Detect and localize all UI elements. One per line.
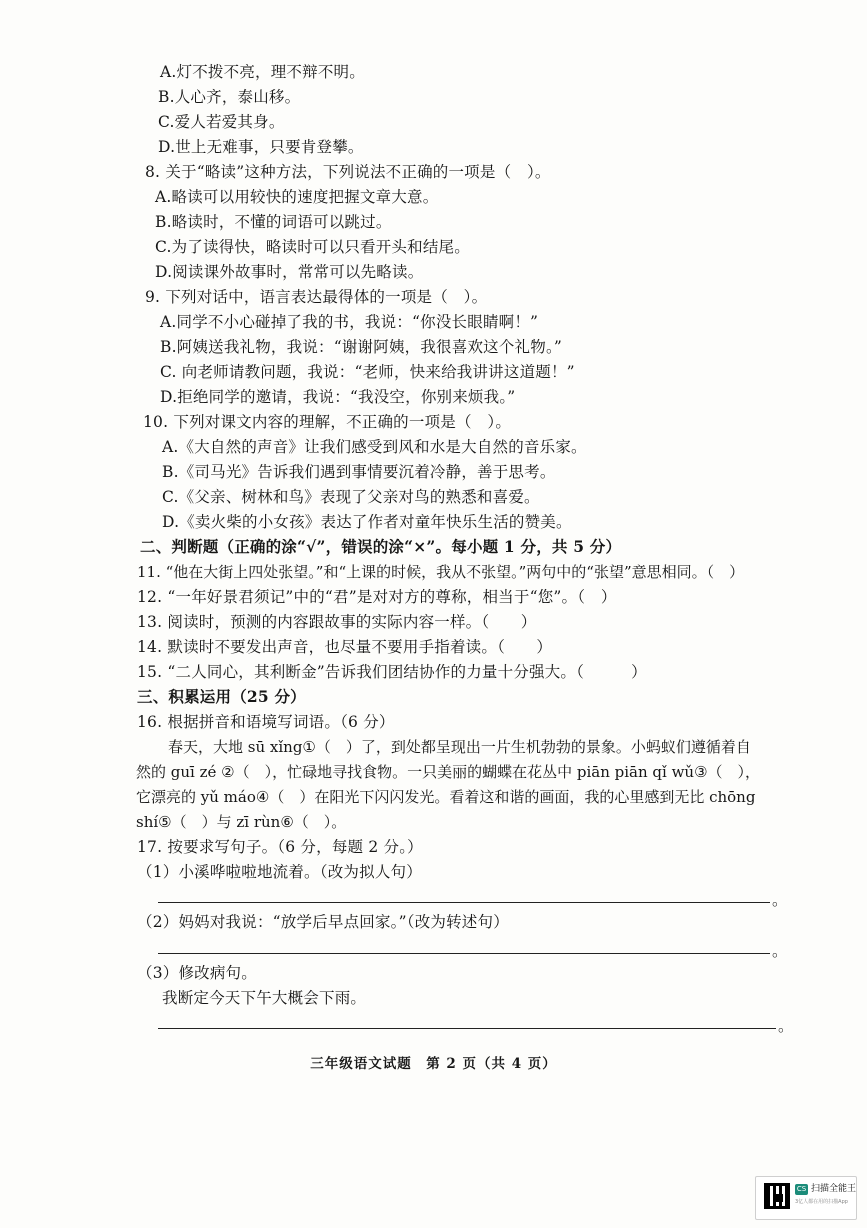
- q9-stem: 9. 下列对话中，语言表达最得体的一项是（ ）。: [145, 288, 488, 306]
- q8-option-a: A.略读可以用较快的速度把握文章大意。: [155, 188, 439, 206]
- q17-answer-period-2: 。: [772, 942, 788, 960]
- q7-option-a: A.灯不拨不亮，理不辩不明。: [160, 63, 365, 81]
- scanner-watermark: [755, 1176, 857, 1220]
- q16-passage-line-1: 春天，大地 sū xǐng①（ ）了，到处都呈现出一片生机勃勃的景象。小蚂蚁们遵循着自: [168, 738, 751, 756]
- q16-passage-line-2: 然的 guī zé ②（ ），忙碌地寻找食物。一只美丽的蝴蝶在花丛中 piān piān qǐ wǔ③（ ），: [136, 763, 761, 781]
- q9-option-b: B.阿姨送我礼物，我说：“谢谢阿姨，我很喜欢这个礼物。”: [160, 338, 563, 356]
- q17-answer-period-3: 。: [778, 1017, 794, 1035]
- q17-answer-line-2[interactable]: [158, 953, 770, 954]
- q11: 11. “他在大街上四处张望。”和“上课的时候，我从不张望。”两句中的“张望”意思相同。（ ）: [137, 563, 745, 581]
- q13: 13. 阅读时，预测的内容跟故事的实际内容一样。（ ）: [137, 613, 537, 631]
- q10-option-c: C.《父亲、树林和鸟》表现了父亲对鸟的熟悉和喜爱。: [162, 488, 540, 506]
- q7-option-d: D.世上无难事，只要肯登攀。: [158, 138, 364, 156]
- q9-option-c: C. 向老师请教问题，我说：“老师，快来给我讲讲这道题！”: [160, 363, 575, 381]
- scanner-logo-icon: CS: [796, 1185, 807, 1193]
- section-3-heading: 三、积累运用（25 分）: [137, 687, 306, 706]
- q17-part-2: （2）妈妈对我说：“放学后早点回家。”（改为转述句）: [137, 913, 509, 931]
- q16-passage-line-4: shí⑤（ ）与 zī rùn⑥（ ）。: [136, 813, 347, 831]
- q10-option-a: A.《大自然的声音》让我们感受到风和水是大自然的音乐家。: [162, 438, 587, 456]
- q7-option-b: B.人心齐，泰山移。: [158, 88, 301, 106]
- q8-stem: 8. 关于“略读”这种方法，下列说法不正确的一项是（ ）。: [145, 163, 551, 181]
- q16-stem: 16. 根据拼音和语境写词语。（6 分）: [137, 713, 395, 731]
- q15: 15. “二人同心，其利断金”告诉我们团结协作的力量十分强大。（ ）: [137, 663, 647, 681]
- qr-code-icon: [764, 1183, 790, 1209]
- scanner-tagline: 3亿人都在用的扫描App: [795, 1199, 848, 1205]
- q17-part-3: （3）修改病句。: [137, 964, 257, 982]
- q8-option-c: C.为了读得快，略读时可以只看开头和结尾。: [155, 238, 470, 256]
- q10-stem: 10. 下列对课文内容的理解，不正确的一项是（ ）。: [143, 413, 512, 431]
- q17-stem: 17. 按要求写句子。（6 分，每题 2 分。）: [137, 838, 423, 856]
- q17-faulty-sentence: 我断定今天下午大概会下雨。: [162, 989, 367, 1007]
- scanner-brand-name: 扫描全能王: [811, 1184, 857, 1194]
- q12: 12. “一年好景君须记”中的“君”是对对方的尊称，相当于“您”。（ ）: [137, 588, 617, 606]
- q17-answer-line-1[interactable]: [158, 902, 770, 903]
- q9-option-a: A.同学不小心碰掉了我的书，我说：“你没长眼睛啊！”: [160, 313, 539, 331]
- q10-option-b: B.《司马光》告诉我们遇到事情要沉着冷静，善于思考。: [162, 463, 556, 481]
- q9-option-d: D.拒绝同学的邀请，我说：“我没空，你别来烦我。”: [160, 388, 516, 406]
- q14: 14. 默读时不要发出声音，也尽量不要用手指着读。（ ）: [137, 638, 553, 656]
- section-2-heading: 二、判断题（正确的涂“√”，错误的涂“×”。每小题 1 分，共 5 分）: [140, 537, 622, 556]
- q8-option-d: D.阅读课外故事时，常常可以先略读。: [155, 263, 424, 281]
- q17-answer-line-3[interactable]: [158, 1028, 776, 1029]
- q16-passage-line-3: 它漂亮的 yǔ máo④（ ）在阳光下闪闪发光。看着这和谐的画面，我的心里感到无比 chōng: [136, 788, 756, 806]
- q17-answer-period-1: 。: [772, 891, 788, 909]
- page-footer: 三年级语文试题 第 2 页（共 4 页）: [310, 1056, 557, 1072]
- q7-option-c: C.爱人若爱其身。: [158, 113, 285, 131]
- q17-part-1: （1）小溪哗啦啦地流着。（改为拟人句）: [137, 863, 422, 881]
- q10-option-d: D.《卖火柴的小女孩》表达了作者对童年快乐生活的赞美。: [162, 513, 572, 531]
- q8-option-b: B.略读时，不懂的词语可以跳过。: [155, 213, 392, 231]
